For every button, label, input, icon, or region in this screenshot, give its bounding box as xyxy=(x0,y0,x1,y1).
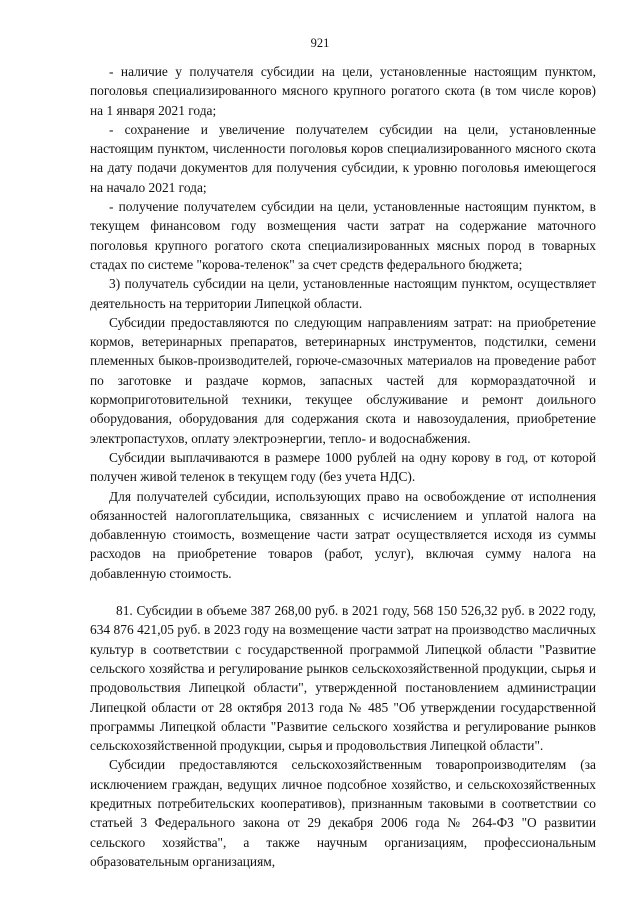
paragraph-section-81: 81. Субсидии в объеме 387 268,00 руб. в 2021 году, 568 150 526,32 руб. в 2022 году, 634 876 421,05 руб. в 2023 году на возмещение части затрат на производство масличных культур в соответствии с государственной программой Липецкой области "Развитие сельского хозяйства и регулирование рынков сельскохозяйственной продукции, сырья и продовольствия Липецкой области", утвержденной постановлением администрации Липецкой области от 28 октября 2013 года № 485 "Об утверждении государственной программы Липецкой области "Развитие сельского хозяйства и регулирование рынков сельскохозяйственной продукции, сырья и продовольствия Липецкой области". xyxy=(90,603,596,754)
document-body xyxy=(90,62,596,871)
section-spacer xyxy=(90,583,596,601)
paragraph-federal-reimbursement: - получение получателем субсидии на цели, установленные настоящим пунктом, в текущем финансовом году возмещения части затрат на содержание маточного поголовья крупного рогатого скота специализированных мясных пород в товарных стадах по системе "корова-теленок" за счет средств федерального бюджета; xyxy=(90,199,596,272)
paragraph-herd-preservation: - сохранение и увеличение получателем субсидии на цели, установленные настоящим пунктом, численности поголовья коров специализированного мясного скота на дату подачи документов для получения субсидии, к уровню поголовья имеющегося на начало 2021 года; xyxy=(90,121,596,195)
paragraph-payment-amount: Субсидии выплачиваются в размере 1000 рублей на одну корову в год, от которой получен живой теленок в текущем году (без учета НДС). xyxy=(90,449,596,485)
paragraph-lipetsk-activity: 3) получатель субсидии на цели, установленные настоящим пунктом, осуществляет деятельность на территории Липецкой области. xyxy=(90,276,596,311)
paragraph-section-81-recipients: Субсидии предоставляются сельскохозяйственным товаропроизводителям (за исключением граждан, ведущих личное подсобное хозяйство, и сельскохозяйственных кредитных потребительских кооперативов), признанным таковыми в соответствии со статьей 3 Федерального закона от 29 декабря 2006 года № 264-ФЗ "О развитии сельского хозяйства", а также научным организациям, профессиональным образовательным организациям, xyxy=(90,757,596,869)
paragraph-herd-availability: - наличие у получателя субсидии на цели, установленные настоящим пунктом, поголовья специализированного мясного крупного рогатого скота (в том числе коров) на 1 января 2021 года; xyxy=(90,64,596,118)
paragraph-cost-directions: Субсидии предоставляются по следующим направлениям затрат: на приобретение кормов, ветеринарных препаратов, ветеринарных инструментов, подстилки, семени племенных быков-производителей, горюче-смазочных материалов на проведение работ по заготовке и раздаче кормов, запасных частей для кормораздаточной и кормоприготовительной техники, текущее обслуживание и ремонт доильного оборудования, оборудования для содержания скота и навозоудаления, приобретение электропастухов, оплату электроэнергии, тепло- и водоснабжения. xyxy=(90,314,596,446)
paragraph-vat-exemption: Для получателей субсидии, использующих право на освобождение от исполнения обязанностей налогоплательщика, связанных с исчислением и уплатой налога на добавленную стоимость, возмещение части затрат осуществляется исходя из суммы расходов на приобретение товаров (работ, услуг), включая сумму налога на добавленную стоимость. xyxy=(90,488,596,581)
page-number: 921 xyxy=(310,36,330,50)
